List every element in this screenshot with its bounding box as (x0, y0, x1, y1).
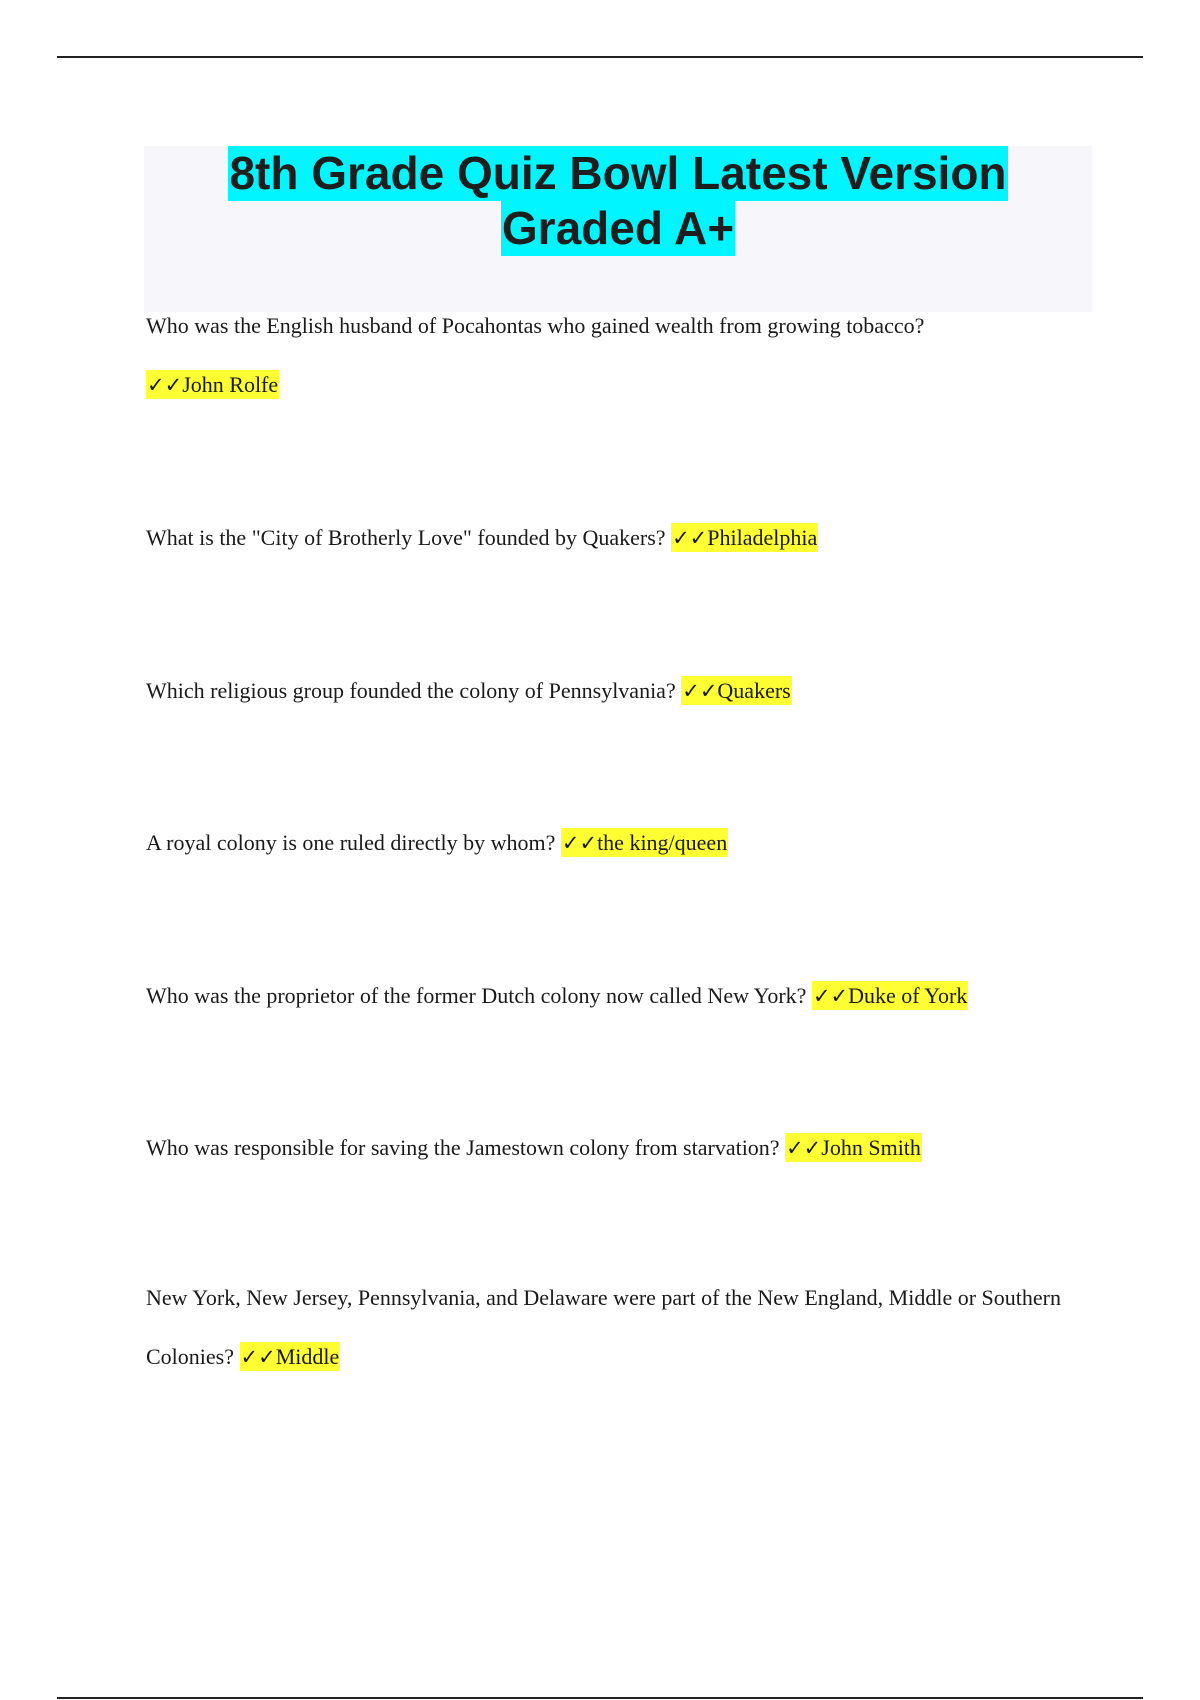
check-icon: ✓✓ (812, 984, 849, 1008)
qa-item-5 (146, 966, 1086, 1026)
answer-text: the king/queen (597, 830, 728, 855)
answer-text: Philadelphia (707, 525, 818, 550)
title-line-2: Graded A+ (501, 202, 735, 254)
question-text: A royal colony is one ruled directly by whom? (146, 830, 556, 855)
check-icon: ✓✓ (147, 373, 183, 397)
question-text: New York, New Jersey, Pennsylvania, and Delaware were part of the New England, Middle or Southern Colonies? (146, 1285, 1061, 1369)
question-text: Who was the proprietor of the former Dutch colony now called New York? (146, 983, 807, 1008)
question-text: What is the "City of Brotherly Love" founded by Quakers? (146, 525, 666, 550)
question-text: Which religious group founded the colony of Pennsylvania? (146, 678, 676, 703)
answer-text: John Rolfe (182, 372, 279, 397)
qa-item-4 (146, 813, 1086, 873)
answer-highlight (681, 676, 792, 705)
check-icon: ✓✓ (672, 526, 708, 550)
qa-item-2 (146, 508, 1086, 568)
question-text: Who was the English husband of Pocahontas who gained wealth from growing tobacco? (146, 313, 925, 338)
answer-highlight (561, 828, 728, 857)
answer-highlight (671, 523, 818, 552)
answer-text: John Smith (821, 1135, 921, 1160)
document-title (144, 146, 1092, 256)
answer-text: Quakers (717, 678, 791, 703)
title-line-1: 8th Grade Quiz Bowl Latest Version (229, 147, 1007, 199)
bottom-rule (57, 1697, 1143, 1699)
answer-highlight (146, 370, 279, 399)
answer-text: Duke of York (848, 983, 968, 1008)
check-icon: ✓✓ (561, 831, 598, 855)
answer-text: Middle (275, 1344, 340, 1369)
qa-item-7 (146, 1268, 1086, 1387)
answer-highlight (785, 1133, 922, 1162)
answer-highlight (812, 981, 968, 1010)
top-rule (57, 56, 1143, 58)
check-icon: ✓✓ (786, 1136, 822, 1160)
qa-item-1 (146, 296, 1086, 415)
qa-item-3 (146, 661, 1086, 721)
answer-highlight (240, 1342, 341, 1371)
question-text: Who was responsible for saving the Jamestown colony from starvation? (146, 1135, 780, 1160)
check-icon: ✓✓ (682, 679, 718, 703)
check-icon: ✓✓ (240, 1345, 276, 1369)
qa-item-6 (146, 1118, 1086, 1178)
title-block (144, 146, 1092, 312)
